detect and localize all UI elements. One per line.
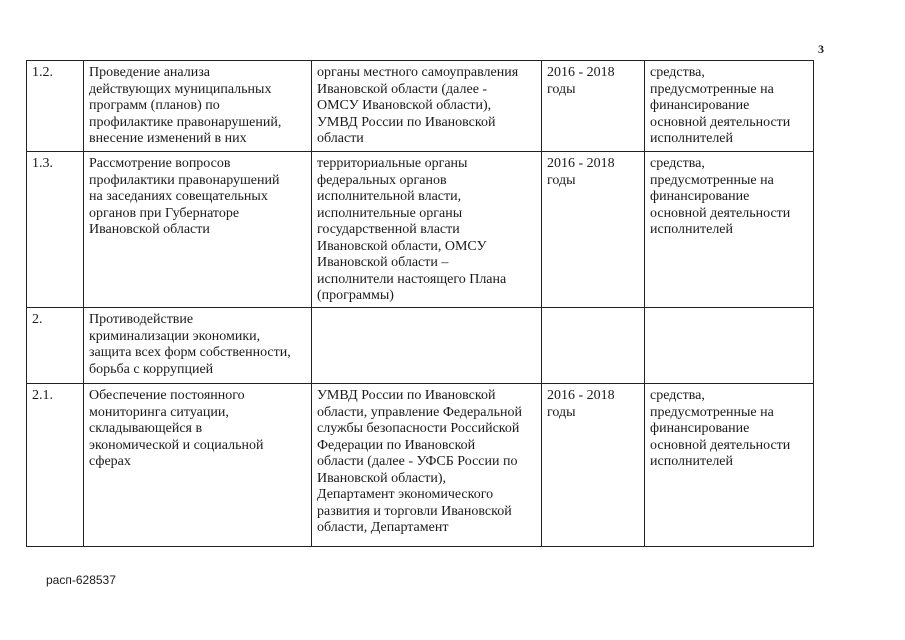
action-cell — [84, 152, 312, 308]
table-row — [27, 61, 814, 152]
executors-text: органы местного самоуправления Ивановской области (далее - ОМСУ Ивановской области), УМВД России по Ивановской области — [317, 65, 519, 146]
item-number-cell — [27, 61, 84, 152]
period-cell — [542, 308, 645, 384]
table-row — [27, 384, 814, 547]
executors-text: территориальные органы федеральных органов исполнительной власти, исполнительные органы государственной власти Ивановской области, ОМСУ Ивановской области – исполнители настоящего Плана (программы) — [317, 156, 507, 303]
action-cell — [84, 61, 312, 152]
table-row — [27, 152, 814, 308]
action-cell — [84, 384, 312, 547]
item-number: 2. — [32, 312, 43, 327]
period-cell — [542, 384, 645, 547]
action-text: Проведение анализа действующих муниципальных программ (планов) по профилактике правонарушений, внесение изменений в них — [89, 65, 282, 146]
document-code: расп-628537 — [46, 573, 116, 587]
executors-cell — [312, 384, 542, 547]
funding-text: средства, предусмотренные на финансирование основной деятельности исполнителей — [650, 388, 791, 469]
action-text: Обеспечение постоянного мониторинга ситуации, складывающейся в экономической и социальной сферах — [89, 388, 264, 469]
executors-cell — [312, 152, 542, 308]
funding-cell — [645, 152, 814, 308]
funding-cell — [645, 308, 814, 384]
item-number: 1.2. — [32, 65, 53, 80]
executors-cell — [312, 308, 542, 384]
item-number: 2.1. — [32, 388, 53, 403]
action-cell — [84, 308, 312, 384]
executors-text: УМВД России по Ивановской области, управление Федеральной службы безопасности Российской Федерации по Ивановской области (далее - УФСБ России по Ивановской области), Департамент экономического развития и торговли Ивановской области, Департамент — [317, 388, 522, 535]
funding-cell — [645, 384, 814, 547]
period-text: 2016 - 2018 годы — [547, 156, 615, 188]
period-text: 2016 - 2018 годы — [547, 65, 615, 97]
period-cell — [542, 152, 645, 308]
funding-cell — [645, 61, 814, 152]
item-number-cell — [27, 384, 84, 547]
table-row — [27, 308, 814, 384]
item-number: 1.3. — [32, 156, 53, 171]
executors-cell — [312, 61, 542, 152]
period-text: 2016 - 2018 годы — [547, 388, 615, 420]
action-text: Рассмотрение вопросов профилактики правонарушений на заседаниях совещательных органов при Губернаторе Ивановской области — [89, 156, 280, 237]
period-cell — [542, 61, 645, 152]
page-number: 3 — [818, 42, 824, 56]
item-number-cell — [27, 152, 84, 308]
item-number-cell — [27, 308, 84, 384]
funding-text: средства, предусмотренные на финансирование основной деятельности исполнителей — [650, 65, 791, 146]
funding-text: средства, предусмотренные на финансирование основной деятельности исполнителей — [650, 156, 791, 237]
action-text: Противодействие криминализации экономики, защита всех форм собственности, борьба с коррупцией — [89, 312, 291, 377]
measures-table — [26, 60, 814, 547]
